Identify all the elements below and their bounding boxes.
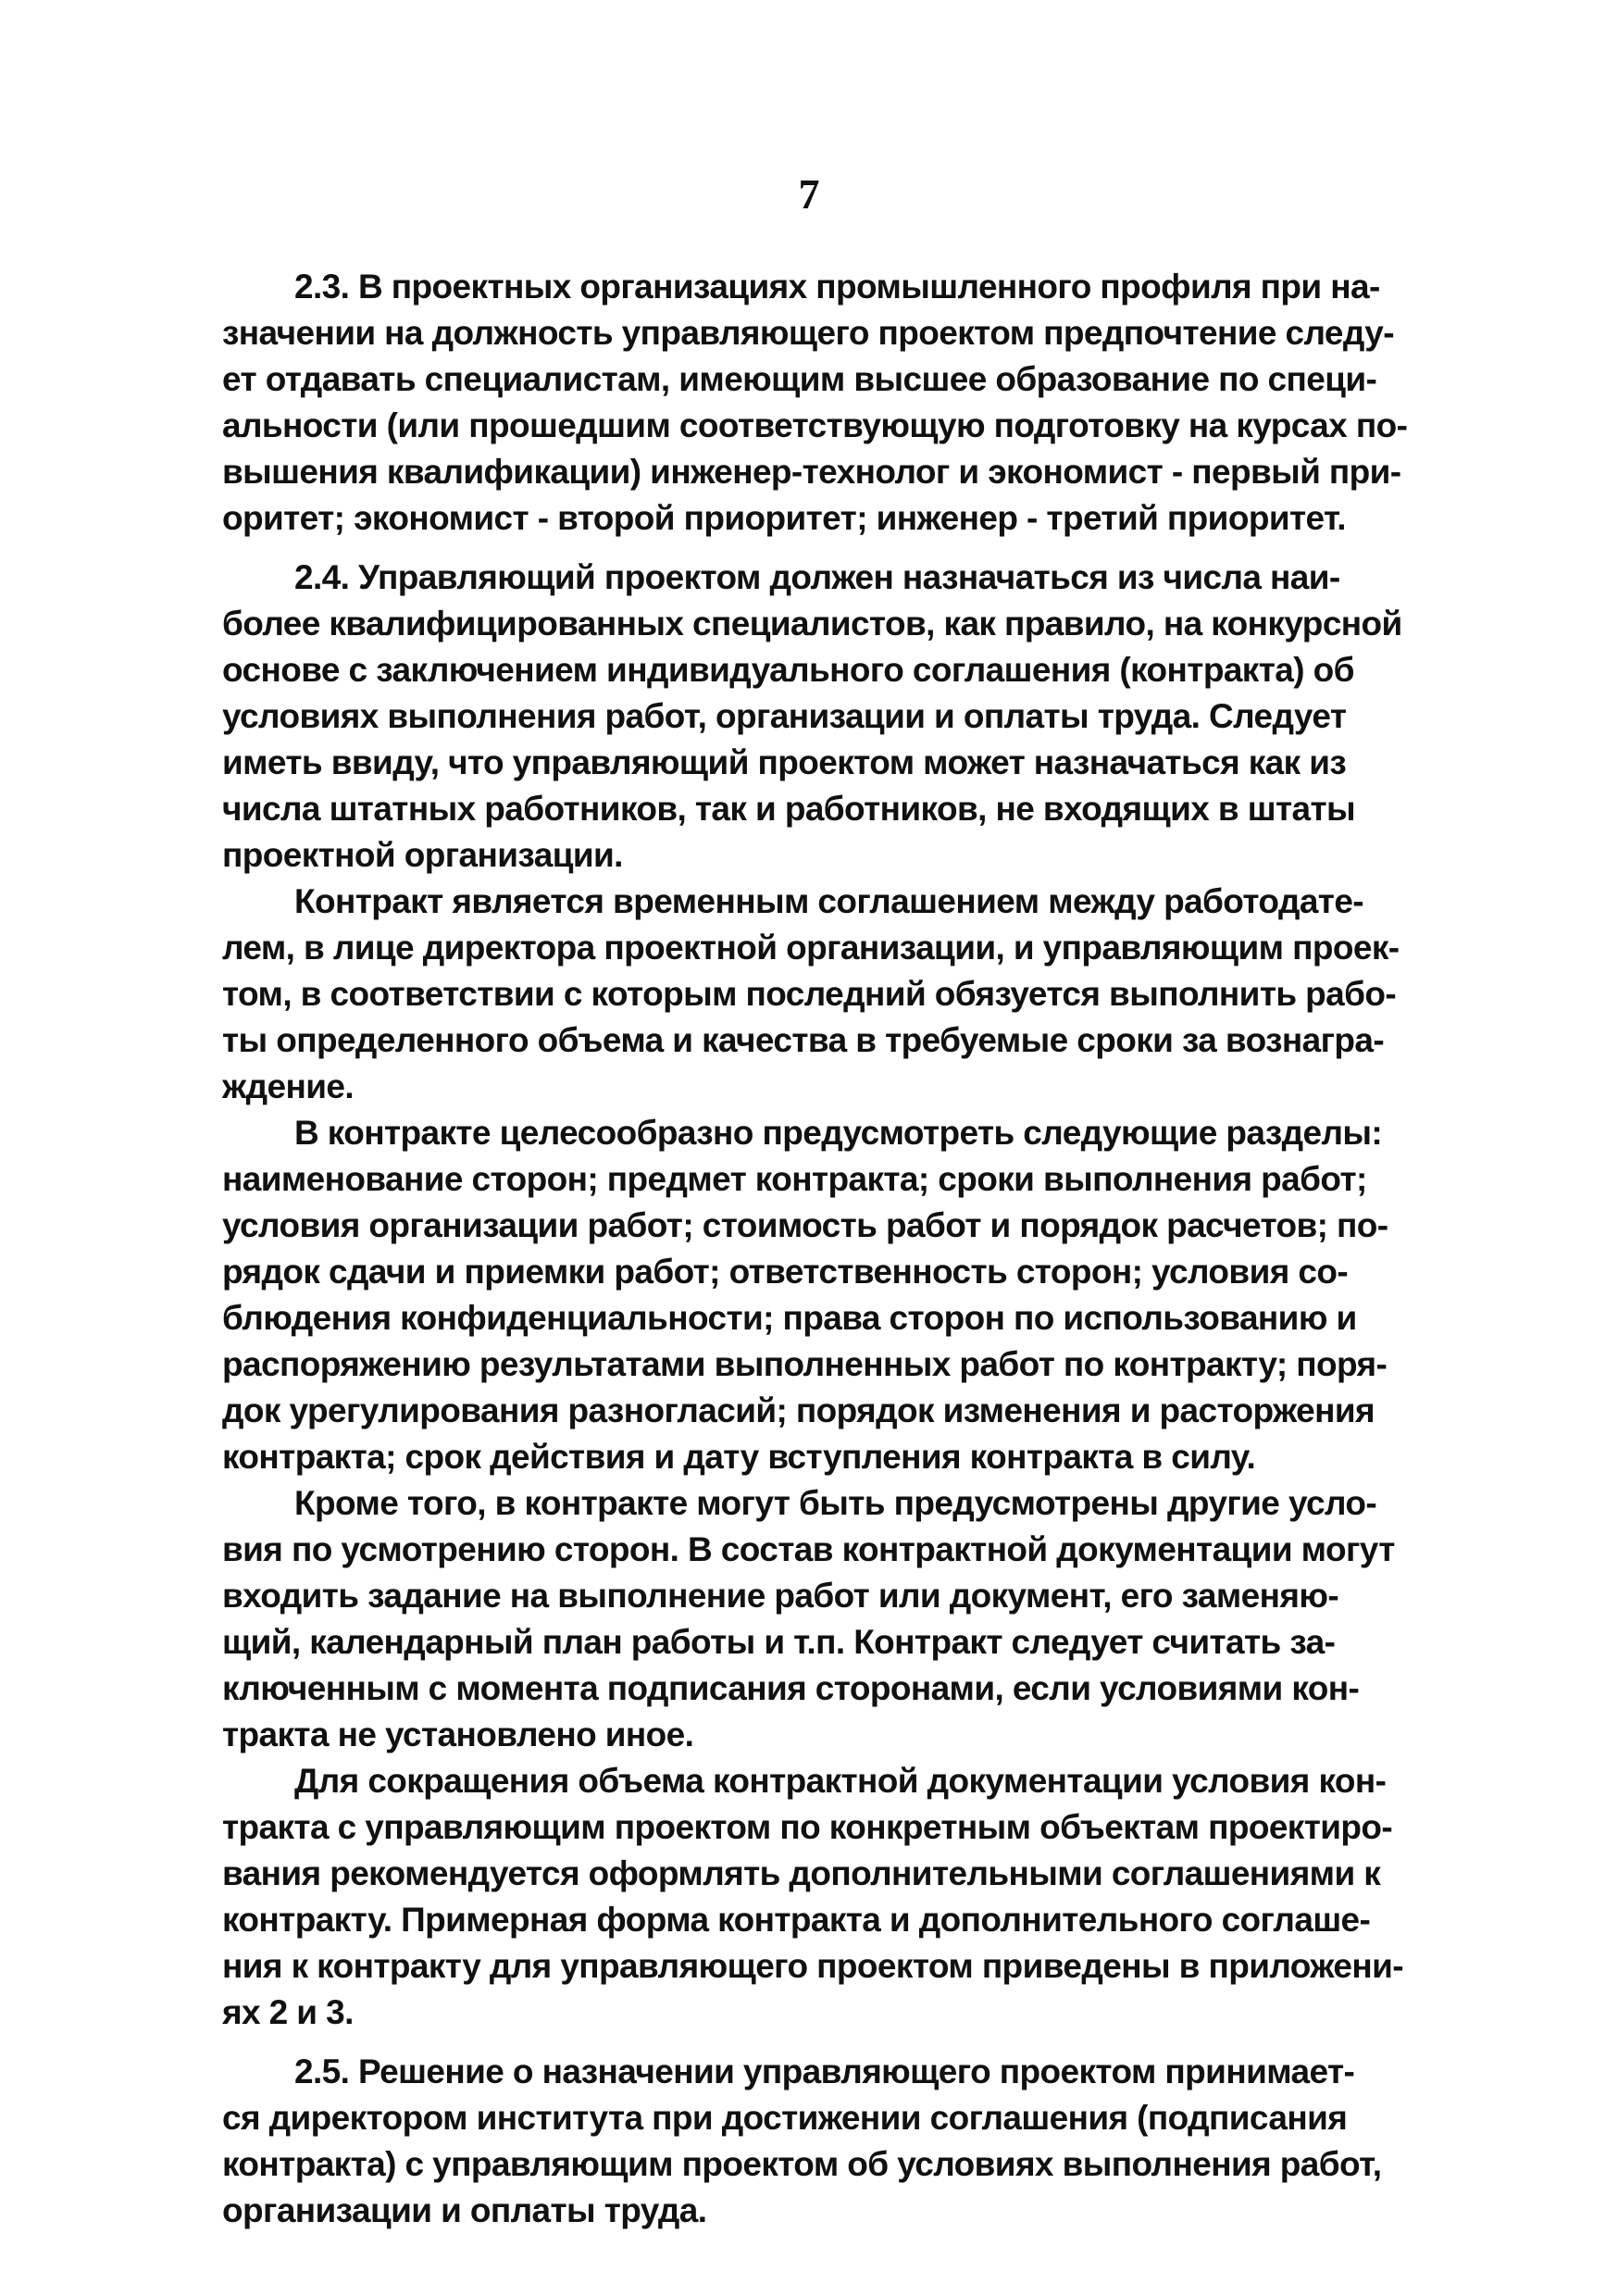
paragraph-2-3 xyxy=(222,264,1444,542)
paragraph-contract-sections xyxy=(222,1110,1444,1480)
text-line: ты определенного объема и качества в требуемые сроки за вознагра- xyxy=(222,1021,1385,1059)
text-line: блюдения конфиденциальности; права сторон по использованию и xyxy=(222,1299,1357,1337)
text-line: контракта) с управляющим проектом об условиях выполнения работ, xyxy=(222,2145,1382,2183)
page-number: 7 xyxy=(798,170,820,218)
text-line: организации и оплаты труда. xyxy=(222,2191,707,2229)
text-line: основе с заключением индивидуального соглашения (контракта) об xyxy=(222,651,1354,689)
text-line: ся директором института при достижении соглашения (подписания xyxy=(222,2099,1348,2137)
paragraph-contract-definition xyxy=(222,879,1444,1110)
text-line: альности (или прошедшим соответствующую подготовку на курсах по- xyxy=(222,406,1408,444)
text-line: наименование сторон; предмет контракта; сроки выполнения работ; xyxy=(222,1160,1367,1198)
text-line: Контракт является временным соглашением между работодате- xyxy=(294,882,1364,920)
text-line: ждение. xyxy=(222,1067,355,1105)
text-line: ключенным с момента подписания сторонами, если условиями кон- xyxy=(222,1669,1360,1707)
text-line: иметь ввиду, что управляющий проектом может назначаться как из xyxy=(222,743,1347,781)
text-line: контракту. Примерная форма контракта и дополнительного соглаше- xyxy=(222,1901,1371,1939)
text-line: рядок сдачи и приемки работ; ответственность сторон; условия со- xyxy=(222,1253,1349,1291)
paragraph-spacer xyxy=(222,542,1444,555)
text-line: более квалифицированных специалистов, как правило, на конкурсной xyxy=(222,605,1402,643)
text-line: 2.5. Решение о назначении управляющего проектом принимает- xyxy=(294,2053,1355,2090)
paragraph-2-4 xyxy=(222,555,1444,879)
text-line: ях 2 и 3. xyxy=(222,1993,354,2031)
text-line: лем, в лице директора проектной организации, и управляющим проек- xyxy=(222,929,1400,967)
text-line: оритет; экономист - второй приоритет; инженер - третий приоритет. xyxy=(222,499,1346,537)
text-line: условиях выполнения работ, организации и оплаты труда. Следует xyxy=(222,697,1347,735)
text-line: Кроме того, в контракте могут быть предусмотрены другие усло- xyxy=(294,1484,1377,1522)
text-line: входить задание на выполнение работ или документ, его заменяю- xyxy=(222,1577,1339,1615)
text-line: вия по усмотрению сторон. В состав контрактной документации могут xyxy=(222,1530,1395,1568)
text-line: контракта; срок действия и дату вступления контракта в силу. xyxy=(222,1438,1256,1476)
text-line: распоряжению результатами выполненных работ по контракту; поря- xyxy=(222,1345,1388,1383)
paragraph-spacer xyxy=(222,2036,1444,2049)
text-line: док урегулирования разногласий; порядок изменения и расторжения xyxy=(222,1391,1375,1429)
text-line: В контракте целесообразно предусмотреть следующие разделы: xyxy=(294,1114,1383,1152)
text-line: щий, календарный план работы и т.п. Контракт следует считать за- xyxy=(222,1623,1336,1661)
text-line: проектной организации. xyxy=(222,836,623,874)
text-line: тракта с управляющим проектом по конкретным объектам проектиро- xyxy=(222,1808,1393,1846)
text-line: значении на должность управляющего проектом предпочтение следу- xyxy=(222,314,1394,352)
body-text xyxy=(222,264,1444,2234)
text-line: ния к контракту для управляющего проектом приведены в приложени- xyxy=(222,1947,1404,1985)
text-line: 2.3. В проектных организациях промышленного профиля при на- xyxy=(294,268,1380,306)
text-line: ет отдавать специалистам, имеющим высшее образование по специ- xyxy=(222,360,1377,398)
text-line: 2.4. Управляющий проектом должен назначаться из числа наи- xyxy=(294,558,1340,596)
text-line: том, в соответствии с которым последний обязуется выполнить рабо- xyxy=(222,975,1397,1013)
text-line: тракта не установлено иное. xyxy=(222,1716,694,1753)
paragraph-documentation-reduction xyxy=(222,1758,1444,2036)
paragraph-2-5 xyxy=(222,2049,1444,2234)
text-line: числа штатных работников, так и работников, не входящих в штаты xyxy=(222,790,1355,828)
text-line: условия организации работ; стоимость работ и порядок расчетов; по- xyxy=(222,1206,1388,1244)
text-line: вания рекомендуется оформлять дополнительными соглашениями к xyxy=(222,1854,1381,1892)
paragraph-other-conditions xyxy=(222,1480,1444,1758)
text-line: вышения квалификации) инженер-технолог и экономист - первый при- xyxy=(222,453,1401,491)
text-line: Для сокращения объема контрактной документации условия кон- xyxy=(294,1762,1387,1800)
